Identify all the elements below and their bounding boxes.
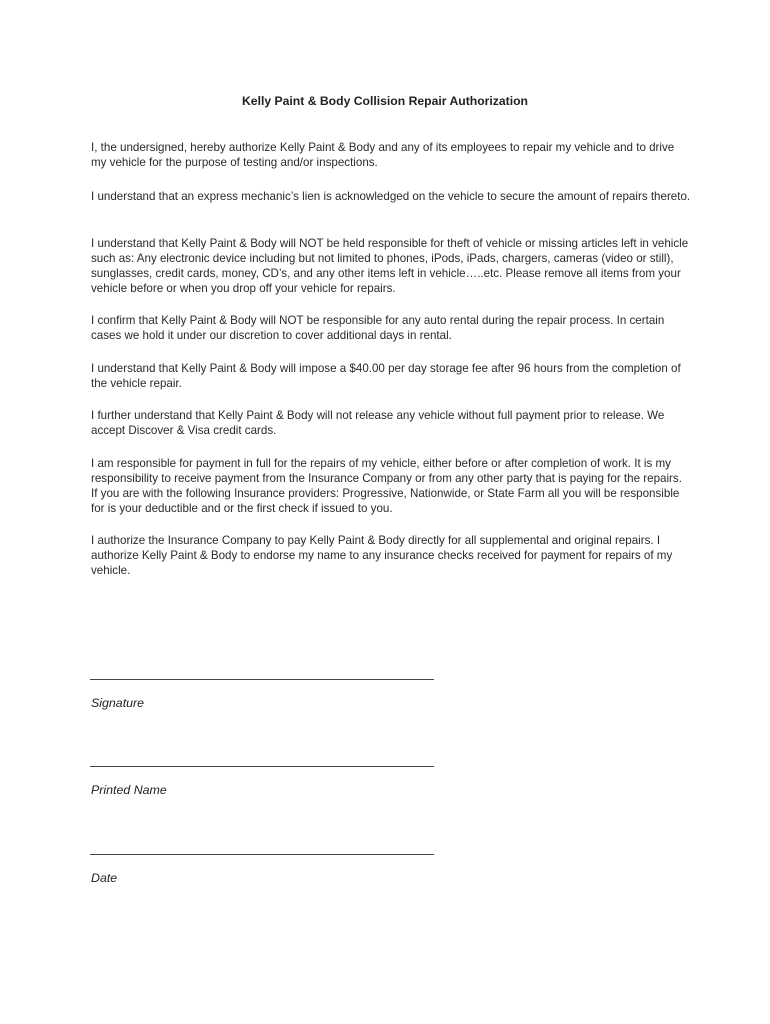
paragraph-storage-fee: I understand that Kelly Paint & Body will impose a $40.00 per day storage fee after 96 hours from the completion of the vehicle repair. [91,362,681,390]
paragraph-mechanics-lien: I understand that an express mechanic’s lien is acknowledged on the vehicle to secure the amount of repairs thereto. [91,190,691,203]
paragraph-auto-rental: I confirm that Kelly Paint & Body will NOT be responsible for any auto rental during the repair process. In certain cases we hold it under our discretion to cover additional days in rental. [91,314,665,342]
paragraph-insurance-authorization: I authorize the Insurance Company to pay Kelly Paint & Body directly for all supplemental and original repairs. I authorize Kelly Paint & Body to endorse my name to any insurance checks received for payment for repairs of my vehicle. [91,534,673,577]
paragraph-payment-responsibility: I am responsible for payment in full for the repairs of my vehicle, either before or after completion of work. It is my responsibility to receive payment from the Insurance Company or from any other party that is paying for the repairs. If you are with the following Insurance providers: Progressive, Nationwide, or State Farm all you will be responsible for is your deductible and or the first check if issued to you. [91,457,682,515]
date-label: Date [91,871,118,885]
signature-line[interactable] [90,679,434,680]
printed-name-line[interactable] [90,766,434,767]
date-line[interactable] [90,854,434,855]
signature-label: Signature [91,696,145,710]
paragraph-theft-liability: I understand that Kelly Paint & Body will NOT be held responsible for theft of vehicle or missing articles left in vehicle such as: Any electronic device including but not limited to phones, iPods, iPads, chargers, cameras (video or still), sunglasses, credit cards, money, CD’s, and any other items left in vehicle…..etc. Please remove all items from your vehicle before or when you drop off your vehicle for repairs. [91,237,689,295]
printed-name-label: Printed Name [91,783,167,797]
document-title: Kelly Paint & Body Collision Repair Authorization [242,94,528,108]
paragraph-payment-release: I further understand that Kelly Paint & Body will not release any vehicle without full payment prior to release. We accept Discover & Visa credit cards. [91,409,665,437]
paragraph-authorization: I, the undersigned, hereby authorize Kelly Paint & Body and any of its employees to repair my vehicle and to drive my vehicle for the purpose of testing and/or inspections. [91,141,675,169]
